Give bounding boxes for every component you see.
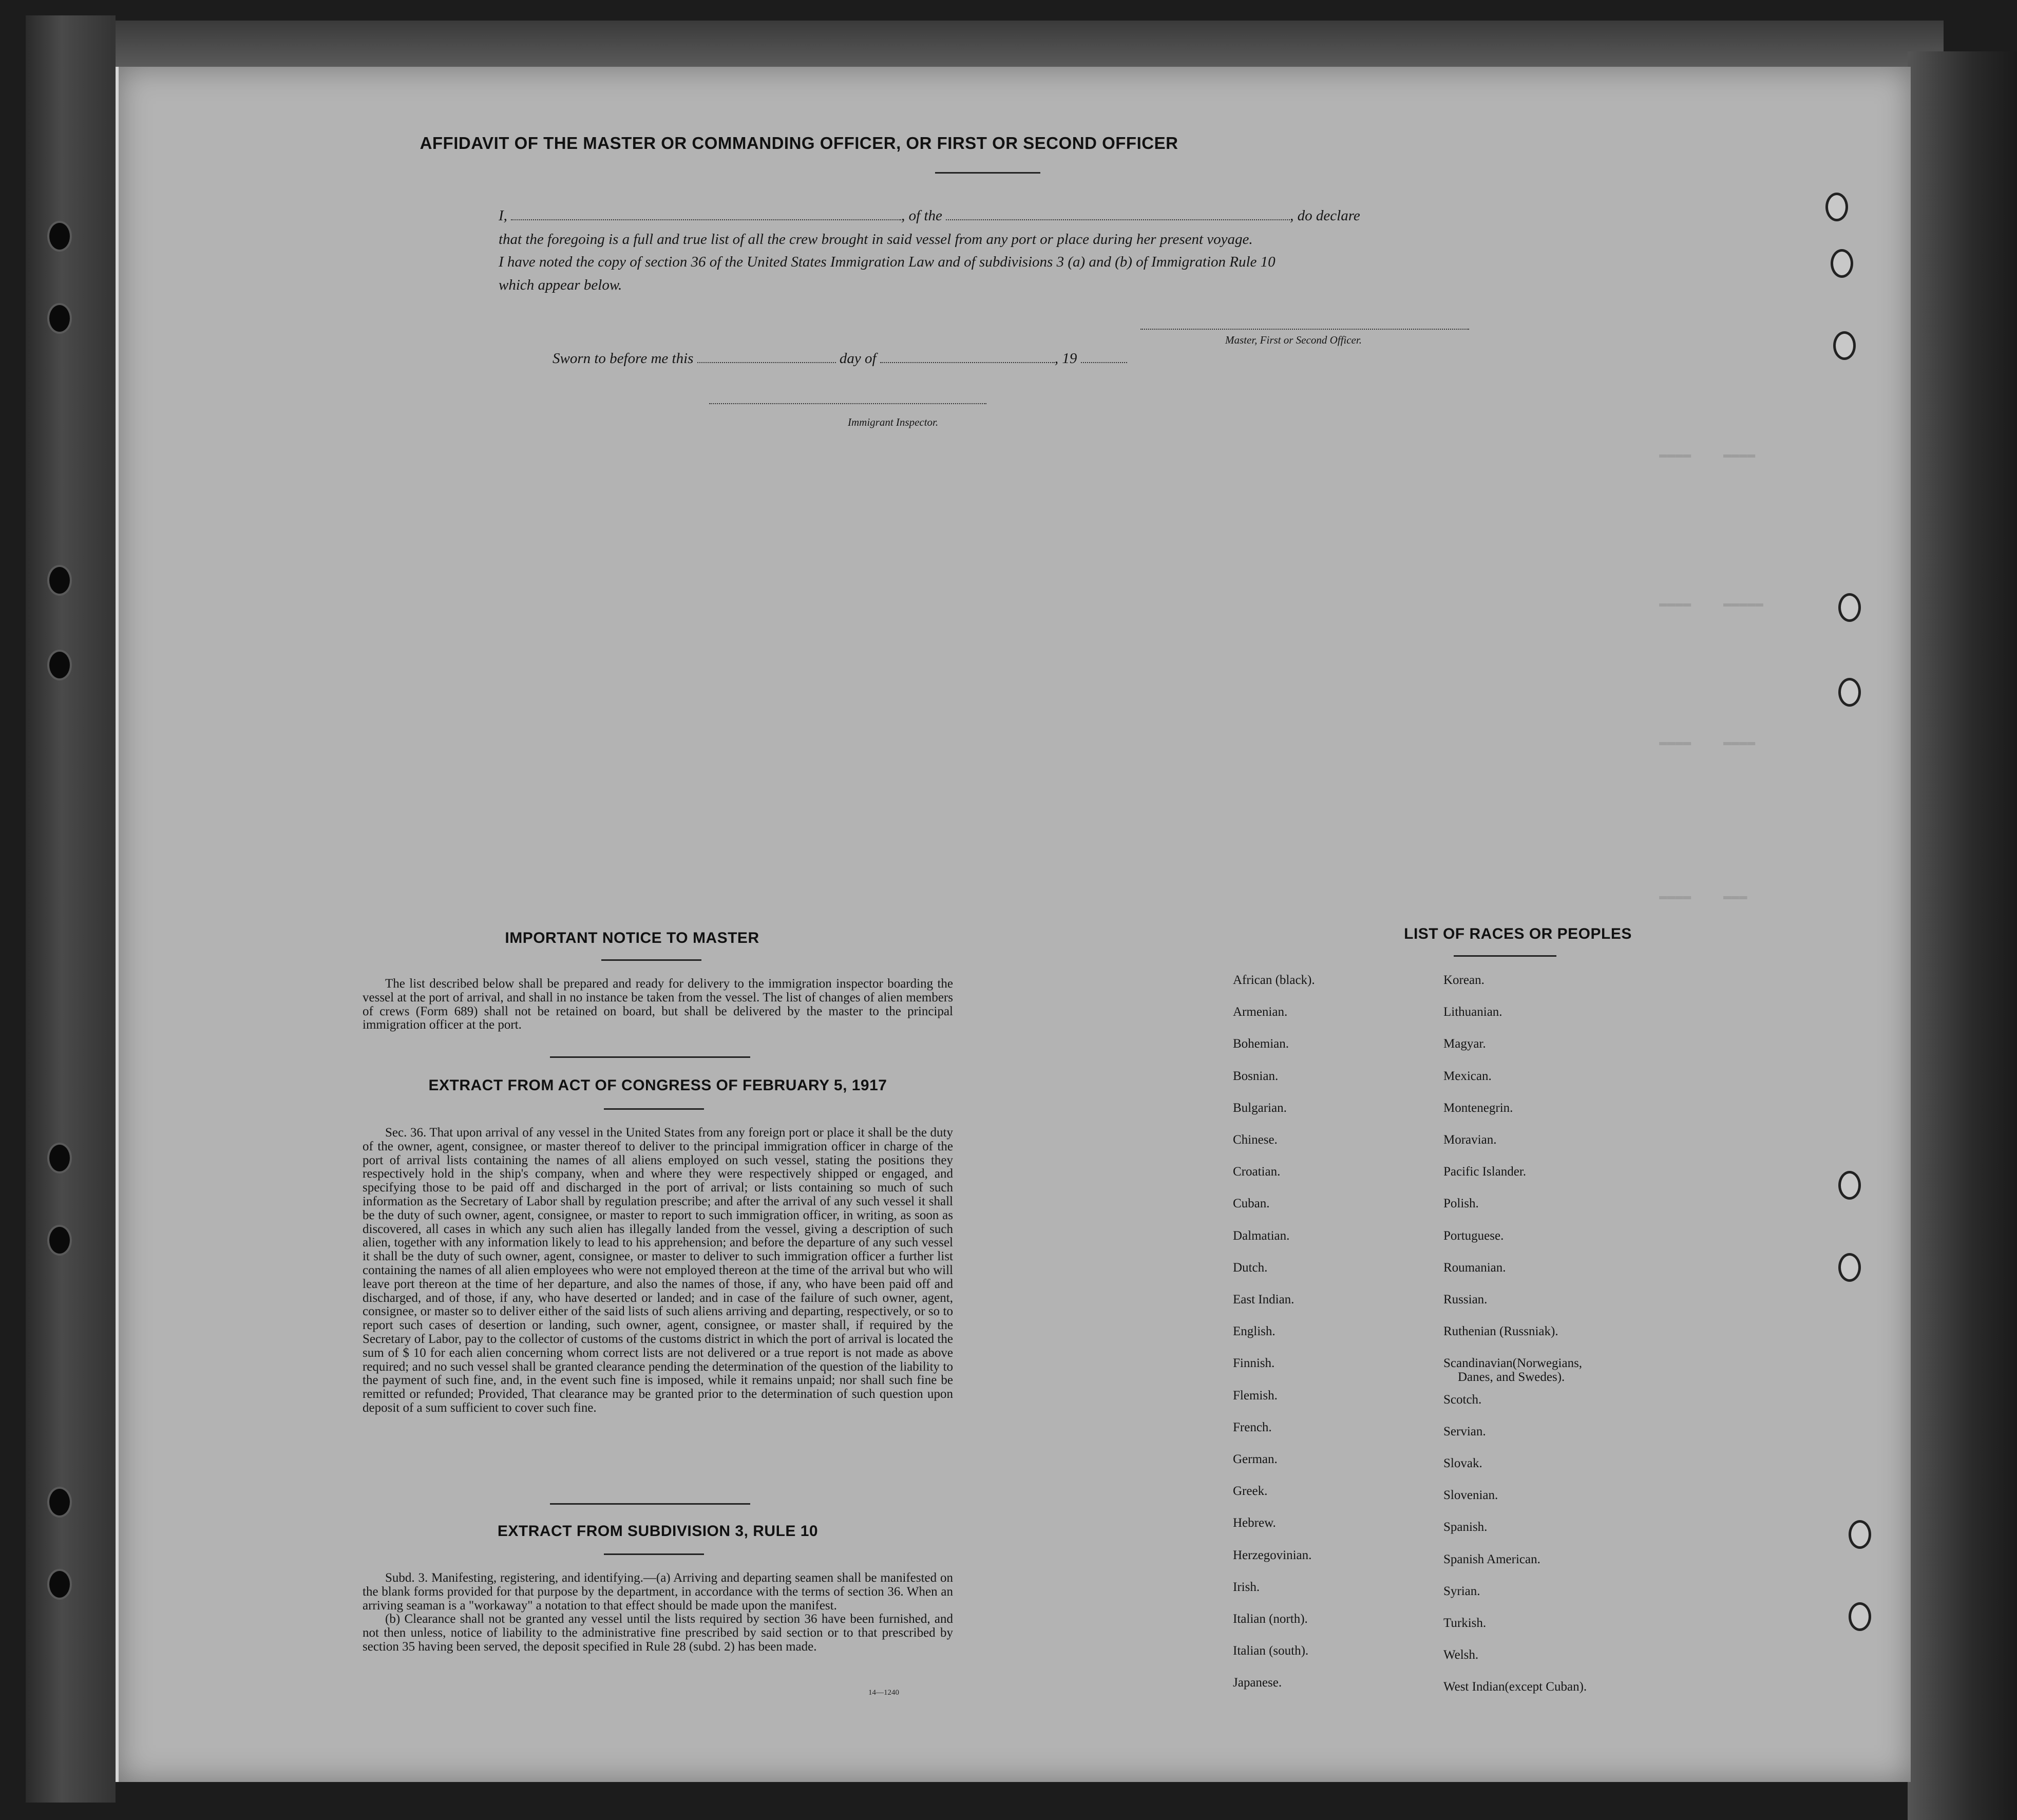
day-field[interactable] <box>697 352 836 363</box>
rule-text <box>363 1571 953 1654</box>
race-item: Slovak. <box>1443 1456 1482 1470</box>
race-item: Dutch. <box>1233 1260 1268 1275</box>
act-end-rule <box>550 1503 750 1505</box>
binder-hole-icon <box>47 650 72 680</box>
binder-edge-right <box>1908 51 2017 1820</box>
binder-hole-icon <box>47 303 72 334</box>
race-item: Portuguese. <box>1443 1228 1504 1243</box>
race-item: Finnish. <box>1233 1356 1275 1371</box>
binder-edge-top <box>116 21 1944 67</box>
race-item: English. <box>1233 1324 1276 1339</box>
text-year: , 19 <box>1054 350 1077 367</box>
notice-paragraph: The list described below shall be prepared and ready for delivery to the immigration inspector boarding the vessel at the port of arrival, and shall in no instance be taken from the vessel. The list of changes of alien members of crews (Form 689) shall not be retained on board, but shall be delivered by the master to the principal immigration officer at the port. <box>363 977 953 1032</box>
act-rule <box>604 1108 704 1110</box>
race-item: Bosnian. <box>1233 1069 1279 1083</box>
race-item: Italian (north). <box>1233 1612 1308 1626</box>
binder-hole-icon <box>47 1569 72 1600</box>
bleed-through-mark: ▬▬▬▬ ▬▬▬▬▬ <box>1659 596 1763 611</box>
bleed-through-mark: ▬▬▬▬ ▬▬▬▬ <box>1659 447 1756 462</box>
race-item: Croatian. <box>1233 1165 1281 1179</box>
race-item: Moravian. <box>1443 1133 1497 1147</box>
ring-icon <box>1838 1171 1861 1200</box>
race-item: Lithuanian. <box>1443 1005 1502 1019</box>
race-item: Dalmatian. <box>1233 1228 1290 1243</box>
inspector-caption: Immigrant Inspector. <box>848 416 939 428</box>
race-item: Turkish. <box>1443 1616 1487 1630</box>
act-paragraph: Sec. 36. That upon arrival of any vessel in the United States from any foreign port or place it shall be the duty of the owner, agent, consignee, or master thereof to deliver to the principal immigration officer in charge of the port of arrival lists containing the names of all aliens employed on such vessel, stating the positions they respectively hold in the ship's company, when and where they were respectively shipped or engaged, and specifying those to be paid off and discharged in the port of arrival; or lists containing so much of such information as the Secretary of Labor shall by regulation prescribe; and after the arrival of any such vessel it shall be the duty of such owner, agent, consignee, or master to report to such immigration officer, in writing, as soon as discovered, all cases in which any such alien has illegally landed from the vessel, giving a description of such alien, together with any information likely to lead to his apprehension; and before the departure of any such vessel it shall be the duty of such owner, agent, consignee, or master to deliver to such immigration officer a further list containing the names of all alien employees who were not employed thereon at the time of the arrival but who will leave port thereon at the time of her departure, and also the names of those, if any, who have been paid off and discharged, and of those, if any, who have deserted or landed; and in case of the failure of such owner, agent, consignee, or master so to deliver either of the said lists of such aliens arriving and departing, respectively, or so to report such cases of desertion or landing, such owner, agent, consignee, or master shall, if required by the Secretary of Labor, pay to the collector of customs of the customs district in which the port of arrival is located the sum of $ 10 for each alien concerning whom correct lists are not delivered or a true report is not made as above required; and no such vessel shall be granted clearance pending the determination of the question of the liability to the payment of such fine, and, in the event such fine is imposed, while it remains unpaid; nor shall such fine be remitted or refunded; Provided, That clearance may be granted prior to the determination of such question upon deposit of a sum sufficient to cover such fine. <box>363 1126 953 1415</box>
race-item: Scandinavian(Norwegians, <box>1443 1356 1583 1371</box>
race-item: Russian. <box>1443 1293 1488 1306</box>
race-item: Ruthenian (Russniak). <box>1443 1324 1558 1339</box>
month-field[interactable] <box>880 352 1055 363</box>
rule-title: EXTRACT FROM SUBDIVISION 3, RULE 10 <box>497 1523 819 1540</box>
race-item: East Indian. <box>1233 1293 1295 1306</box>
master-caption: Master, First or Second Officer. <box>1225 334 1362 346</box>
vessel-field[interactable] <box>946 209 1290 220</box>
act-title: EXTRACT FROM ACT OF CONGRESS OF FEBRUARY 5, 1917 <box>428 1077 887 1094</box>
ring-icon <box>1825 193 1848 221</box>
title-rule <box>935 172 1040 174</box>
binder-edge-left <box>26 15 116 1803</box>
act-text <box>363 1126 953 1415</box>
race-item: Scotch. <box>1443 1392 1482 1407</box>
race-item: Armenian. <box>1233 1005 1288 1019</box>
race-item: Bohemian. <box>1233 1037 1289 1051</box>
race-item: German. <box>1233 1452 1278 1466</box>
master-signature-line[interactable] <box>1140 329 1469 330</box>
inspector-signature-line[interactable] <box>709 403 986 404</box>
race-item: Slovenian. <box>1443 1488 1498 1503</box>
race-item: Cuban. <box>1233 1197 1270 1211</box>
rule-rule <box>604 1553 704 1555</box>
notice-text <box>363 977 953 1032</box>
race-item: French. <box>1233 1420 1272 1434</box>
race-item: Magyar. <box>1443 1037 1486 1051</box>
race-item: Bulgarian. <box>1233 1101 1287 1115</box>
race-item: Korean. <box>1443 973 1485 987</box>
race-item: Pacific Islander. <box>1443 1165 1527 1179</box>
binder-hole-icon <box>47 1225 72 1256</box>
text-sworn: Sworn to before me this <box>553 350 694 367</box>
race-item: Flemish. <box>1233 1388 1278 1402</box>
ring-icon <box>1838 1253 1861 1282</box>
text-day-of: day of <box>839 350 877 367</box>
ring-icon <box>1833 331 1856 360</box>
rule-paragraph-a: Subd. 3. Manifesting, registering, and identifying.—(a) Arriving and departing seamen shall be manifested on the blank forms provided for that purpose by the department, in accordance with the terms of section 36. When an arriving seaman is a "workaway" a notation to that effect should be made upon the manifest. <box>363 1571 953 1613</box>
year-field[interactable] <box>1081 352 1127 363</box>
race-item: Spanish. <box>1443 1520 1488 1534</box>
notice-rule <box>601 959 701 961</box>
race-item: Greek. <box>1233 1484 1268 1499</box>
text-of-the: , of the <box>901 207 942 224</box>
form-number: 14—1240 <box>868 1689 899 1697</box>
text-I: I, <box>499 207 507 224</box>
race-item: Polish. <box>1443 1197 1479 1211</box>
race-item: Italian (south). <box>1233 1644 1309 1658</box>
race-item: Roumanian. <box>1443 1260 1506 1275</box>
race-item: Servian. <box>1443 1424 1486 1438</box>
race-item: Herzegovinian. <box>1233 1548 1312 1562</box>
bleed-through-mark: ▬▬▬▬ ▬▬▬▬ <box>1659 734 1756 750</box>
race-item: Irish. <box>1233 1580 1260 1594</box>
race-item: Mexican. <box>1443 1069 1492 1083</box>
affidavit-line-3: I have noted the copy of section 36 of the United States Immigration Law and of subdivisions 3 (a) and (b) of Immigration Rule 10 <box>499 254 1276 270</box>
race-item-continuation: Danes, and Swedes). <box>1458 1370 1565 1385</box>
ring-icon <box>1831 249 1853 278</box>
affidavit-line-1 <box>499 205 1360 226</box>
race-item: Spanish American. <box>1443 1552 1540 1566</box>
binder-hole-icon <box>47 1143 72 1173</box>
affidavit-line-2: that the foregoing is a full and true list of all the crew brought in said vessel from any port or place during her present voyage. <box>499 231 1253 248</box>
ring-icon <box>1849 1602 1871 1631</box>
ring-icon <box>1838 678 1861 707</box>
ring-icon <box>1849 1520 1871 1549</box>
races-rule <box>1454 955 1556 957</box>
binder-hole-icon <box>47 221 72 252</box>
binder-hole-icon <box>47 565 72 596</box>
affidavit-line-4: which appear below. <box>499 277 622 293</box>
document-page <box>116 67 1911 1782</box>
race-item: Hebrew. <box>1233 1516 1276 1530</box>
race-item: Syrian. <box>1443 1584 1480 1598</box>
race-item: West Indian(except Cuban). <box>1443 1680 1587 1694</box>
text-declare: , do declare <box>1290 207 1360 224</box>
affidavit-title: AFFIDAVIT OF THE MASTER OR COMMANDING OFFICER, OR FIRST OR SECOND OFFICER <box>420 134 1178 153</box>
ring-icon <box>1838 593 1861 622</box>
rule-paragraph-b: (b) Clearance shall not be granted any vessel until the lists required by section 36 have been furnished, and not then unless, notice of liability to the administrative fine prescribed by said section or to that prescribed by section 35 having been served, the deposit specified in Rule 28 (subd. 2) has been made. <box>363 1612 953 1654</box>
race-item: Welsh. <box>1443 1648 1479 1662</box>
race-item: Montenegrin. <box>1443 1101 1513 1115</box>
sworn-line <box>553 348 1127 369</box>
name-field[interactable] <box>511 209 901 220</box>
notice-title: IMPORTANT NOTICE TO MASTER <box>505 930 759 946</box>
bleed-through-mark: ▬▬▬▬ ▬▬▬ <box>1659 888 1747 904</box>
races-title: LIST OF RACES OR PEOPLES <box>1404 925 1632 942</box>
race-item: Japanese. <box>1233 1676 1282 1690</box>
notice-end-rule <box>550 1056 750 1058</box>
race-item: Chinese. <box>1233 1133 1278 1147</box>
binder-hole-icon <box>47 1487 72 1518</box>
race-item: African (black). <box>1233 973 1315 987</box>
